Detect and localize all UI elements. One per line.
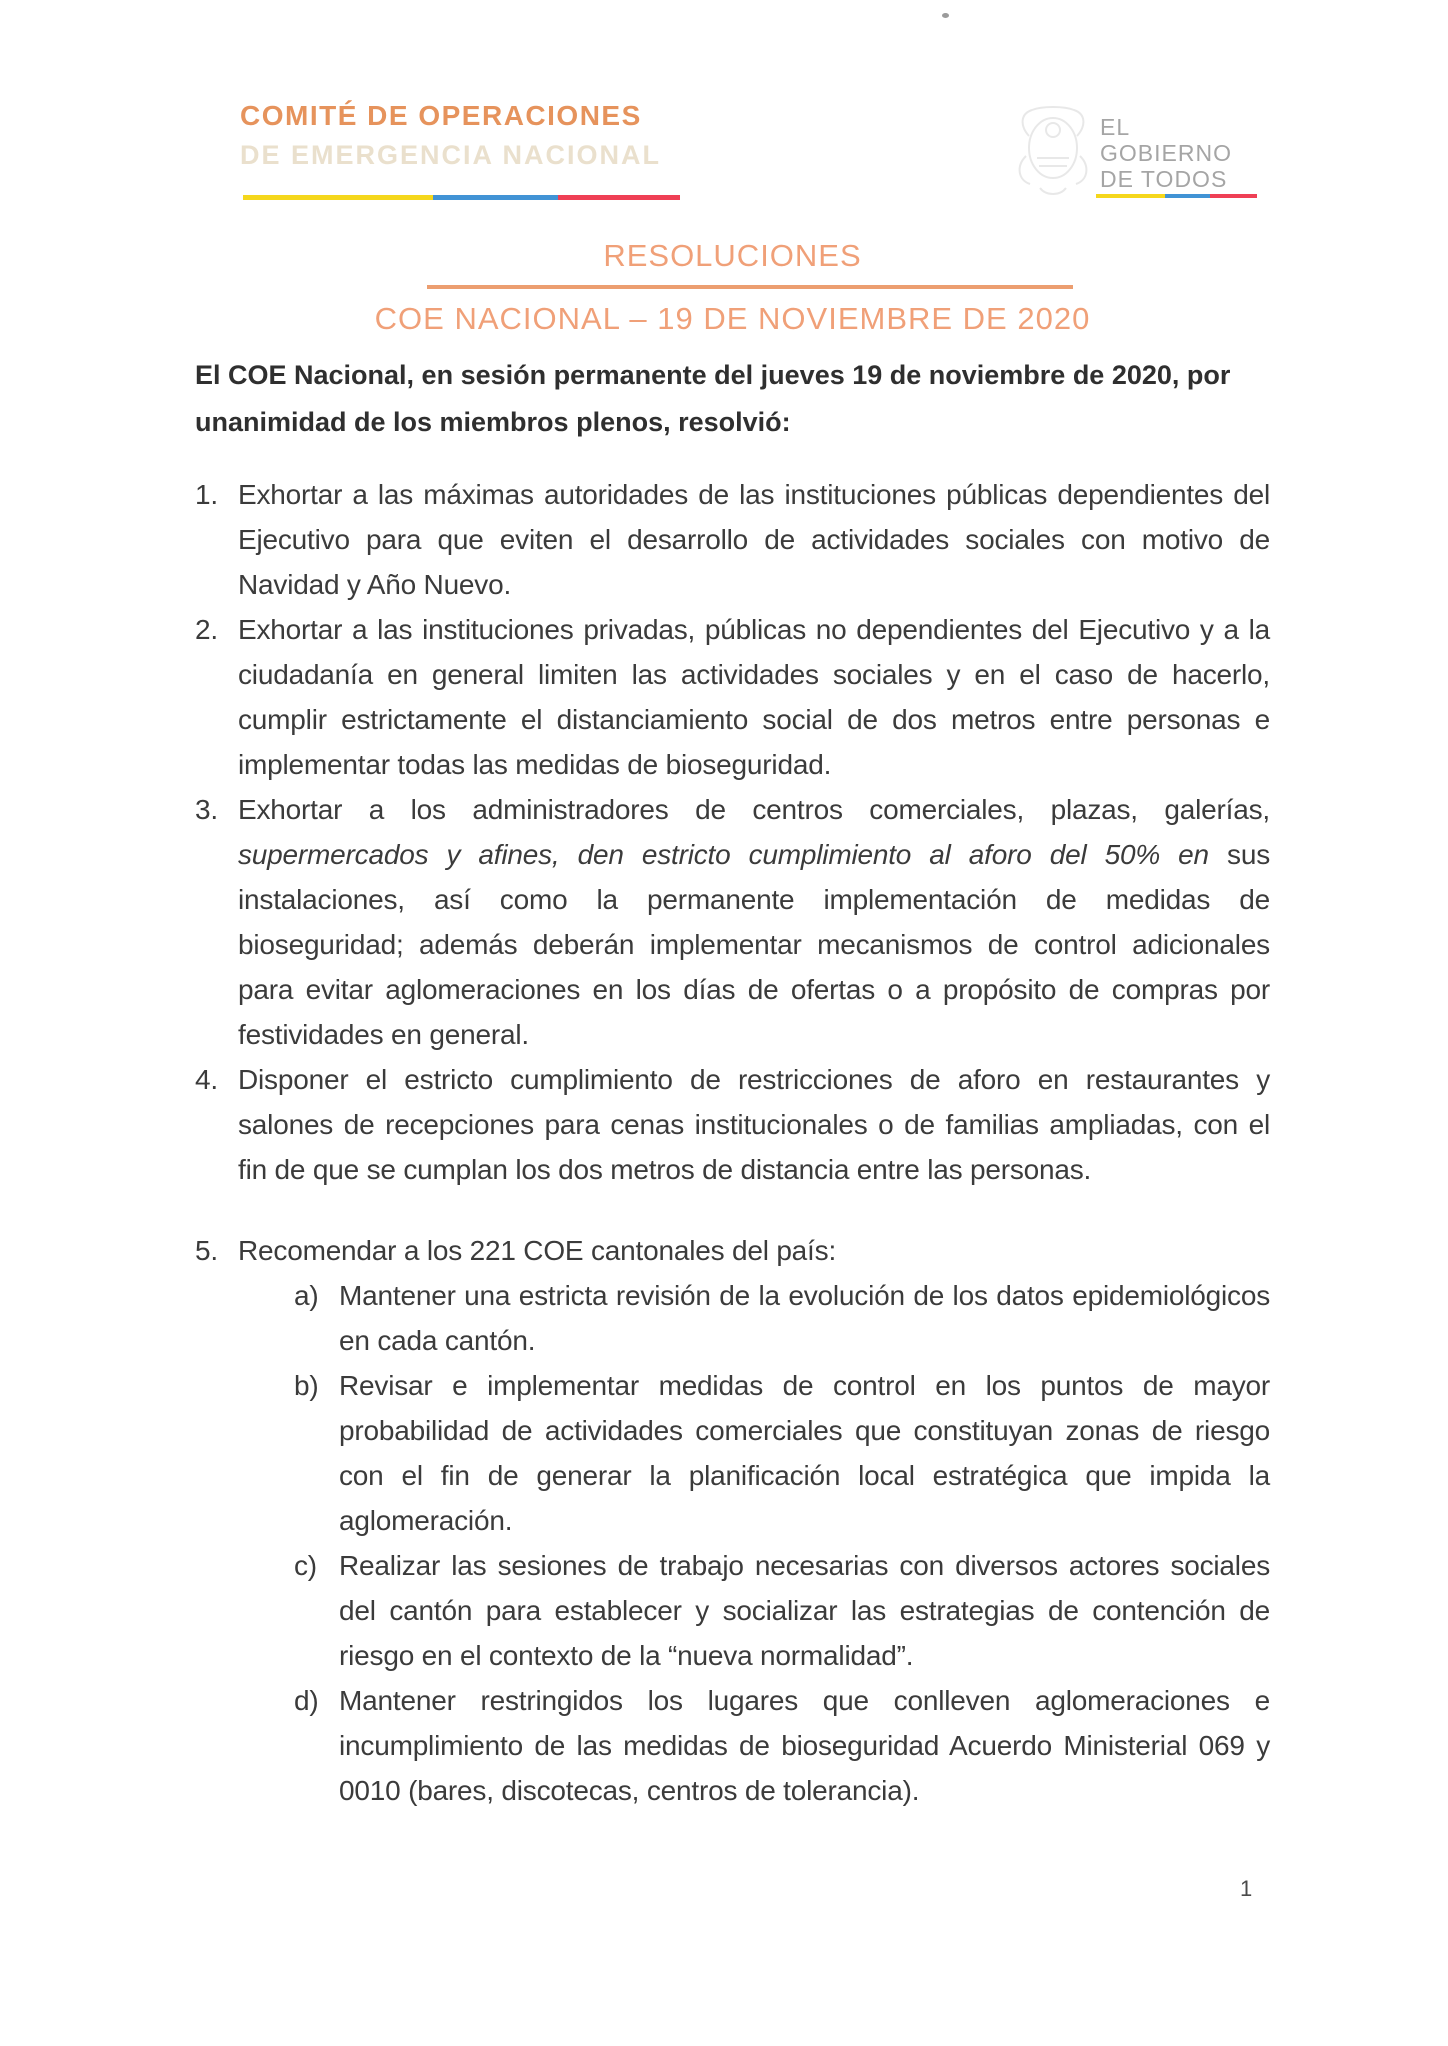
resolution-sub-item bbox=[294, 1678, 1270, 1813]
resolution-number: 5. bbox=[195, 1235, 218, 1266]
resolution-sub-item bbox=[294, 1273, 1270, 1363]
resolution-item bbox=[195, 472, 1270, 607]
coat-of-arms-icon bbox=[1012, 96, 1094, 202]
logo-line-3: DE TODOS bbox=[1100, 166, 1228, 192]
resolution-text: Exhortar a los administradores de centros comerciales, plazas, galerías, supermercados y afines, den estricto cumplimiento al aforo del 50% en sus instalaciones, así como la permanente implementación de medidas de bioseguridad; además deberán implementar mecanismos de control adicionales para evitar aglomeraciones en los días de ofertas o a propósito de compras por festividades en general. bbox=[238, 794, 1270, 1050]
sub-item-text: Mantener una estricta revisión de la evolución de los datos epidemiológicos en cada cantón. bbox=[339, 1280, 1270, 1356]
sub-item-letter: b) bbox=[294, 1370, 319, 1401]
resolution-text: Exhortar a las máximas autoridades de las instituciones públicas dependientes del Ejecutivo para que eviten el desarrollo de actividades sociales con motivo de Navidad y Año Nuevo. bbox=[238, 479, 1270, 600]
resolution-text: Recomendar a los 221 COE cantonales del país: bbox=[238, 1235, 837, 1266]
sub-item-letter: a) bbox=[294, 1280, 319, 1311]
sub-item-letter: d) bbox=[294, 1685, 319, 1716]
ecuador-flag-divider bbox=[243, 195, 680, 200]
resolution-item bbox=[195, 607, 1270, 787]
title-underline bbox=[427, 285, 1073, 289]
resolutions-list bbox=[195, 472, 1270, 1813]
flag-yellow-segment bbox=[243, 195, 433, 200]
org-subtitle: DE EMERGENCIA NACIONAL bbox=[240, 140, 662, 170]
sub-item-text: Mantener restringidos los lugares que conlleven aglomeraciones e incumplimiento de las medidas de bioseguridad Acuerdo Ministerial 069 y 0010 (bares, discotecas, centros de tolerancia). bbox=[339, 1685, 1270, 1806]
sub-item-text: Realizar las sesiones de trabajo necesarias con diversos actores sociales del cantón para establecer y socializar las estrategias de contención de riesgo en el contexto de la “nueva normalidad”. bbox=[339, 1550, 1270, 1671]
resolution-number: 1. bbox=[195, 479, 218, 510]
resolution-number: 2. bbox=[195, 614, 218, 645]
resolution-sub-item bbox=[294, 1543, 1270, 1678]
resolution-text: Exhortar a las instituciones privadas, públicas no dependientes del Ejecutivo y a la ciudadanía en general limiten las actividades sociales y en el caso de hacerlo, cumplir estrictamente el distanciamiento social de dos metros entre personas e implementar todas las medidas de bioseguridad. bbox=[238, 614, 1270, 780]
resolution-number: 4. bbox=[195, 1064, 218, 1095]
flag-red-segment bbox=[558, 195, 680, 200]
resolution-item bbox=[195, 1228, 1270, 1813]
scan-speck bbox=[942, 13, 949, 18]
resolution-item bbox=[195, 1057, 1270, 1192]
org-title: COMITÉ DE OPERACIONES bbox=[240, 100, 642, 131]
flag-blue-segment bbox=[433, 195, 558, 200]
sub-item-letter: c) bbox=[294, 1550, 317, 1581]
page-number: 1 bbox=[1240, 1876, 1253, 1901]
resolution-text: Disponer el estricto cumplimiento de restricciones de aforo en restaurantes y salones de recepciones para cenas institucionales o de familias ampliadas, con el fin de que se cumplan los dos metros de distancia entre las personas. bbox=[238, 1064, 1270, 1185]
logo-line-1: EL bbox=[1100, 114, 1131, 140]
flag-red-segment bbox=[1210, 194, 1257, 198]
document-title: RESOLUCIONES bbox=[603, 238, 862, 273]
logo-flag-line bbox=[1096, 194, 1257, 198]
flag-yellow-segment bbox=[1096, 194, 1165, 198]
resolution-item bbox=[195, 787, 1270, 1057]
document-body bbox=[195, 352, 1270, 1813]
document-subtitle: COE NACIONAL – 19 DE NOVIEMBRE DE 2020 bbox=[374, 301, 1091, 336]
intro-paragraph: El COE Nacional, en sesión permanente del jueves 19 de noviembre de 2020, por unanimidad de los miembros plenos, resolvió: bbox=[195, 360, 1231, 437]
resolution-sub-list bbox=[294, 1273, 1270, 1813]
sub-item-text: Revisar e implementar medidas de control en los puntos de mayor probabilidad de actividades comerciales que constituyan zonas de riesgo con el fin de generar la planificación local estratégica que impida la aglomeración. bbox=[339, 1370, 1270, 1536]
government-logo-text bbox=[1100, 114, 1232, 192]
resolution-sub-item bbox=[294, 1363, 1270, 1543]
flag-blue-segment bbox=[1165, 194, 1210, 198]
logo-line-2: GOBIERNO bbox=[1100, 140, 1232, 166]
resolution-number: 3. bbox=[195, 794, 218, 825]
